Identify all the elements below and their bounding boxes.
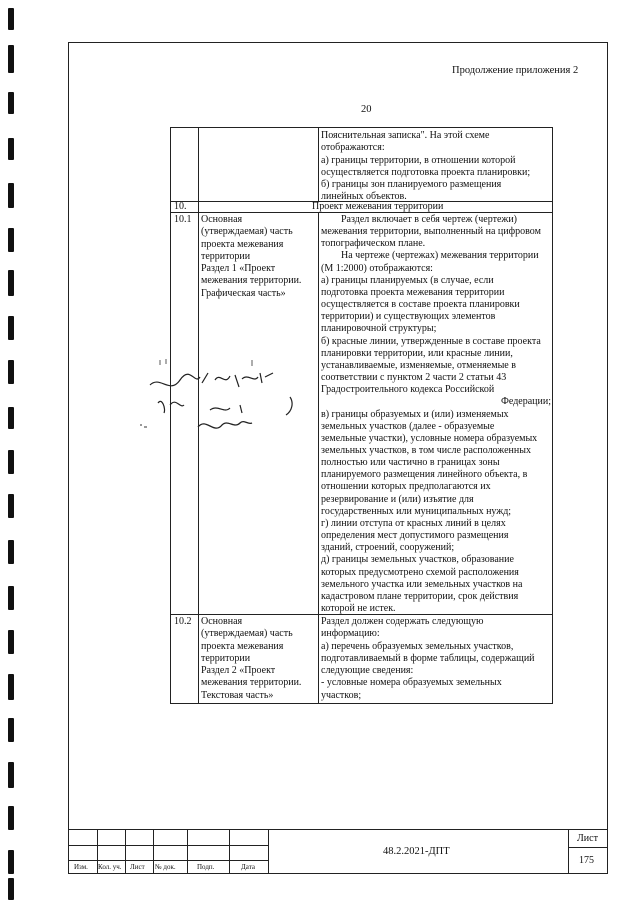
row-number-10-2: 10.2 (174, 616, 192, 627)
stamp-label: Изм. (74, 863, 88, 871)
section-number: 10. (174, 201, 187, 212)
row-number-10-1: 10.1 (174, 214, 192, 225)
text-line: Пояснительная записка". На этой схеме (321, 130, 490, 141)
page-number: 20 (361, 104, 372, 115)
section-title: Проект межевания территории (312, 201, 444, 212)
stamp-label: Подп. (197, 863, 215, 871)
continuation-note: Продолжение приложения 2 (452, 65, 579, 76)
sheet-label: Лист (577, 833, 598, 844)
text-line: б) границы зон планируемого размещения (321, 179, 502, 191)
text-line: осуществляется подготовка проекта планировки; (321, 166, 531, 178)
text-line: отображаются: (321, 142, 385, 154)
sheet-number: 175 (579, 855, 594, 866)
row-10-2-title: Основная (утверждаемая) часть проекта межевания территории Раздел 2 «Проект межевания территории. Текстовая часть» (201, 616, 302, 701)
row-10-1-title: Основная (утверждаемая) часть проекта межевания территории Раздел 1 «Проект межевания территории. Графическая часть» (201, 214, 302, 299)
document-code: 48.2.2021-ДПТ (383, 846, 450, 857)
intro-text-block (321, 130, 551, 204)
stamp-label: Кол. уч. (98, 863, 122, 871)
text-line: линейных объектов. (321, 191, 407, 203)
text-line: а) границы территории, в отношении которой (321, 154, 516, 166)
row-10-1-description: Раздел включает в себя чертеж (чертежи) межевания территории, выполненный на цифровом топографическом плане. На чертеже (чертежах) межевания территории (М 1:2000) отображаются: а) границы планируемых (в случае, если подготовка проекта межевания территории осуществляется в составе проекта планировки территории) и существующих элементов планировочной структуры; б) красные линии, утвержденные в составе проекта планировки территории, или красные линии, устанавливаемые, изменяемые, отменяемые в соответствии с пунктом 2 части 2 статьи 43 Градостроительного кодекса Российской Федерации; в) границы образуемых и (или) изменяемых земельных участков (далее - образуемые земельные участки), условные номера образуемых земельных участков, в том числе расположенных полностью или частично в границах зоны планируемого размещения линейного объекта, в отношении которых предполагаются их резервирование и (или) изъятие для государственных или муниципальных нужд; г) линии отступа от красных линий в целях определения мест допустимого размещения зданий, строений, сооружений; д) границы земельных участков, образование которых предусмотрено схемой расположения земельного участка или земельных участков на кадастровом плане территории, срок действия которой не истек. (321, 214, 551, 614)
row-10-2-description: Раздел должен содержать следующую информацию: а) перечень образуемых земельных участков, подготавливаемый в форме таблицы, содержащий следующие сведения: - условные номера образуемых земельных участков; (321, 616, 535, 701)
stamp-label: Лист (130, 863, 145, 871)
stamp-label: Дата (241, 863, 255, 871)
stamp-label: № док. (155, 863, 176, 871)
